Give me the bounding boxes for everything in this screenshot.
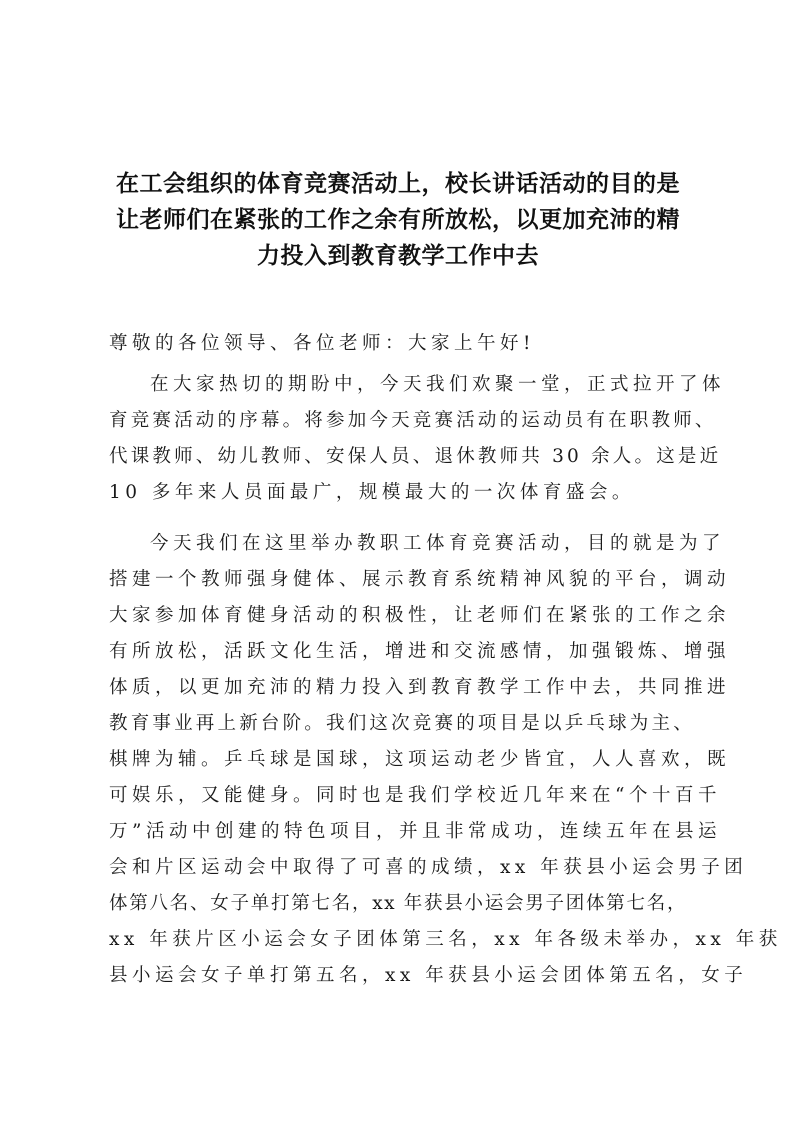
paragraph-line: 可娱乐，又能健身。同时也是我们学校近几年来在“个十百千: [109, 785, 721, 806]
title-line: 在工会组织的体育竞赛活动上，校长讲话活动的目的是: [116, 171, 680, 197]
paragraph-line: 教育事业再上新台阶。我们这次竞赛的项目是以乒乓球为主、: [109, 713, 695, 734]
greeting: [109, 326, 687, 362]
paragraph-line: 大家参加体育健身活动的积极性，让老师们在紧张的工作之余: [109, 605, 731, 626]
paragraph-line: 万”活动中创建的特色项目，并且非常成功，连续五年在县运: [109, 821, 721, 842]
paragraph-line: 代课教师、幼儿教师、安保人员、退休教师共 30 余人。这是近: [109, 446, 722, 467]
greeting-text: 尊敬的各位领导、各位老师：大家上午好!: [109, 333, 535, 354]
paragraph-line: 搭建一个教师强身健体、展示教育系统精神风貌的平台，调动: [109, 569, 731, 590]
document-title: [109, 166, 687, 274]
paragraph-1: [109, 367, 726, 511]
paragraph-line: 体质，以更加充沛的精力投入到教育教学工作中去，共同推进: [109, 677, 731, 698]
paragraph-line: 在大家热切的期盼中，今天我们欢聚一堂，正式拉开了体: [150, 374, 726, 395]
paragraph-line: 会和片区运动会中取得了可喜的成绩，xx 年获县小运会男子团: [109, 857, 748, 878]
paragraph-line: 今天我们在这里举办教职工体育竞赛活动，目的就是为了: [150, 533, 726, 554]
paragraph-line: 10 多年来人员面最广，规模最大的一次体育盛会。: [109, 482, 635, 503]
paragraph-line: 县小运会女子单打第五名，xx 年获县小运会团体第五名，女子: [109, 965, 748, 986]
paragraph-line: 棋牌为辅。乒乓球是国球，这项运动老少皆宜，人人喜欢，既: [109, 749, 731, 770]
title-line: 力投入到教育教学工作中去: [257, 243, 539, 269]
paragraph-line: 体第八名、女子单打第七名，xx 年获县小运会男子团体第七名，: [109, 893, 687, 914]
paragraph-line: 有所放松，活跃文化生活，增进和交流感情，加强锻炼、增强: [109, 641, 731, 662]
paragraph-line: 育竞赛活动的序幕。将参加今天竞赛活动的运动员有在职教师、: [109, 410, 717, 431]
paragraph-line: xx 年获片区小运会女子团体第三名，xx 年各级未举办，xx 年获: [109, 929, 782, 950]
title-line: 让老师们在紧张的工作之余有所放松，以更加充沛的精: [116, 207, 680, 233]
paragraph-2: [109, 526, 782, 994]
